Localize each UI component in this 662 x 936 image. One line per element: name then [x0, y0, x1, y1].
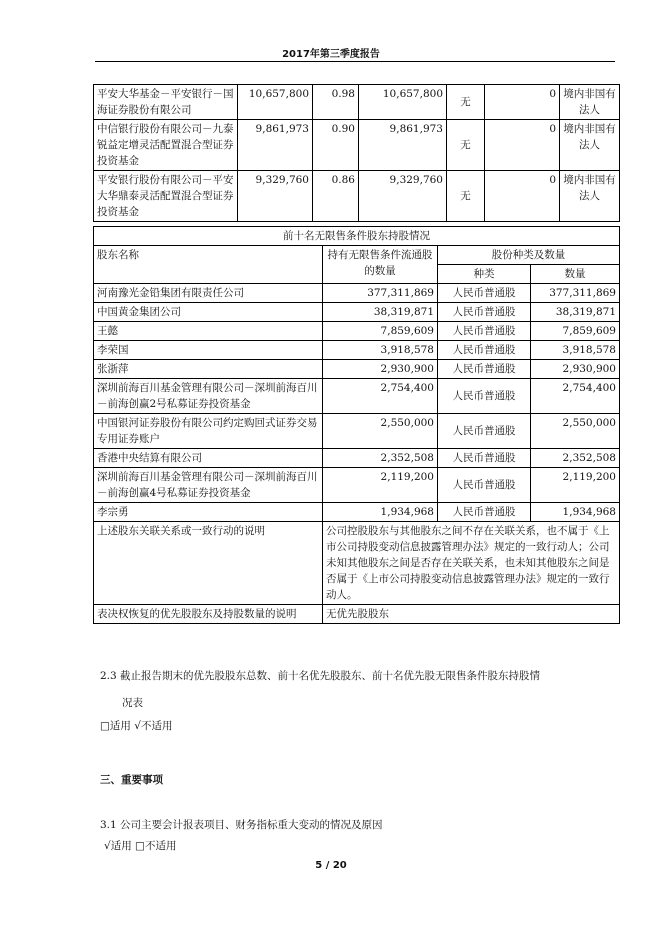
shareholder-nature: 境内非国有法人	[560, 120, 620, 171]
table-row	[94, 171, 620, 222]
table-row	[94, 503, 620, 522]
page-number: 5 / 20	[315, 860, 347, 871]
relation-text: 公司控股股东与其他股东之间不存在关联关系，也不属于《上市公司持股变动信息披露管理办法》规定的一致行动人；公司未知其他股东之间是否存在关联关系，也未知其他股东之间是否属于《上市公司持股变动信息披露管理办法》规定的一致行动人。	[323, 522, 620, 605]
shareholder-name: 中国银河证券股份有限公司约定购回式证券交易专用证券账户	[94, 414, 323, 449]
share-amount: 2,930,900	[531, 360, 620, 379]
share-amount: 377,311,869	[531, 284, 620, 303]
share-amount: 38,319,871	[531, 303, 620, 322]
header-type: 种类	[438, 265, 531, 284]
share-amount: 2,119,200	[531, 468, 620, 503]
shareholder-name: 深圳前海百川基金管理有限公司－深圳前海百川－前海创赢4号私募证券投资基金	[94, 468, 323, 503]
shareholder-name: 河南豫光金铅集团有限责任公司	[94, 284, 323, 303]
restricted-shares: 10,657,800	[359, 85, 447, 120]
table-row	[94, 379, 620, 414]
table-row	[94, 449, 620, 468]
share-amount: 2,352,508	[531, 449, 620, 468]
section-2-3-line2: 况表	[122, 697, 143, 709]
preferred-text: 无优先股股东	[323, 605, 620, 624]
shareholder-name: 李宗勇	[94, 503, 323, 522]
table-row	[94, 341, 620, 360]
restricted-shares: 9,329,760	[359, 171, 447, 222]
share-type: 人民币普通股	[438, 414, 531, 449]
shareholder-nature: 境内非国有法人	[560, 171, 620, 222]
header-qty: 持有无限售条件流通股的数量	[323, 246, 438, 284]
section-2-3-line1: 2.3 截止报告期末的优先股股东总数、前十名优先股股东、前十名优先股无限售条件股东持股情	[100, 670, 541, 682]
table-row	[94, 360, 620, 379]
relation-label: 上述股东关联关系或一致行动的说明	[94, 522, 323, 605]
shareholder-name: 平安大华基金－平安银行－国海证券股份有限公司	[94, 85, 238, 120]
share-type: 人民币普通股	[438, 379, 531, 414]
unrestricted-qty: 2,930,900	[323, 360, 438, 379]
unrestricted-qty: 3,918,578	[323, 341, 438, 360]
shares-held: 9,861,973	[238, 120, 313, 171]
table-row	[94, 120, 620, 171]
unrestricted-shareholders-table	[93, 226, 620, 624]
unrestricted-qty: 2,550,000	[323, 414, 438, 449]
share-type: 人民币普通股	[438, 284, 531, 303]
pledge-quantity: 0	[485, 171, 560, 222]
pledge-quantity: 0	[485, 120, 560, 171]
header-divider	[95, 61, 615, 62]
shares-held: 10,657,800	[238, 85, 313, 120]
top-shareholders-table-continued	[93, 84, 620, 222]
share-ratio: 0.98	[313, 85, 359, 120]
shareholder-name: 平安银行股份有限公司－平安大华鼎泰灵活配置混合型证券投资基金	[94, 171, 238, 222]
table-row	[94, 303, 620, 322]
share-amount: 7,859,609	[531, 322, 620, 341]
header-amount: 数量	[531, 265, 620, 284]
section-2-3-applicability: □适用 √不适用	[100, 720, 173, 732]
shareholder-name: 李荣国	[94, 341, 323, 360]
section-3-1-title: 3.1 公司主要会计报表项目、财务指标重大变动的情况及原因	[100, 819, 383, 831]
shares-held: 9,329,760	[238, 171, 313, 222]
share-type: 人民币普通股	[438, 341, 531, 360]
unrestricted-qty: 377,311,869	[323, 284, 438, 303]
section-3-title: 三、重要事项	[100, 774, 163, 786]
table-title: 前十名无限售条件股东持股情况	[94, 227, 620, 246]
shareholder-name: 王懿	[94, 322, 323, 341]
share-type: 人民币普通股	[438, 322, 531, 341]
header-name: 股东名称	[94, 246, 323, 284]
table-row	[94, 322, 620, 341]
shareholder-nature: 境内非国有法人	[560, 85, 620, 120]
restricted-shares: 9,861,973	[359, 120, 447, 171]
table-row	[94, 284, 620, 303]
table-row	[94, 468, 620, 503]
table-row	[94, 605, 620, 624]
header-type-group: 股份种类及数量	[438, 246, 620, 265]
unrestricted-qty: 38,319,871	[323, 303, 438, 322]
share-type: 人民币普通股	[438, 468, 531, 503]
pledge-status: 无	[447, 85, 485, 120]
shareholder-name: 张浙萍	[94, 360, 323, 379]
unrestricted-qty: 2,119,200	[323, 468, 438, 503]
section-3-1-applicability: √适用 □不适用	[104, 840, 177, 852]
table-row	[94, 522, 620, 605]
share-amount: 1,934,968	[531, 503, 620, 522]
pledge-status: 无	[447, 120, 485, 171]
report-header-title: 2017年第三季度报告	[282, 49, 380, 60]
preferred-label: 表决权恢复的优先股股东及持股数量的说明	[94, 605, 323, 624]
share-type: 人民币普通股	[438, 503, 531, 522]
unrestricted-qty: 2,352,508	[323, 449, 438, 468]
pledge-status: 无	[447, 171, 485, 222]
unrestricted-qty: 7,859,609	[323, 322, 438, 341]
shareholder-name: 中信银行股份有限公司－九泰锐益定增灵活配置混合型证券投资基金	[94, 120, 238, 171]
shareholder-name: 深圳前海百川基金管理有限公司－深圳前海百川－前海创赢2号私募证券投资基金	[94, 379, 323, 414]
share-amount: 2,550,000	[531, 414, 620, 449]
share-type: 人民币普通股	[438, 303, 531, 322]
table-row	[94, 414, 620, 449]
share-type: 人民币普通股	[438, 449, 531, 468]
pledge-quantity: 0	[485, 85, 560, 120]
share-type: 人民币普通股	[438, 360, 531, 379]
share-amount: 2,754,400	[531, 379, 620, 414]
share-amount: 3,918,578	[531, 341, 620, 360]
unrestricted-qty: 1,934,968	[323, 503, 438, 522]
share-ratio: 0.90	[313, 120, 359, 171]
shareholder-name: 中国黄金集团公司	[94, 303, 323, 322]
table-row	[94, 85, 620, 120]
share-ratio: 0.86	[313, 171, 359, 222]
shareholder-name: 香港中央结算有限公司	[94, 449, 323, 468]
unrestricted-qty: 2,754,400	[323, 379, 438, 414]
